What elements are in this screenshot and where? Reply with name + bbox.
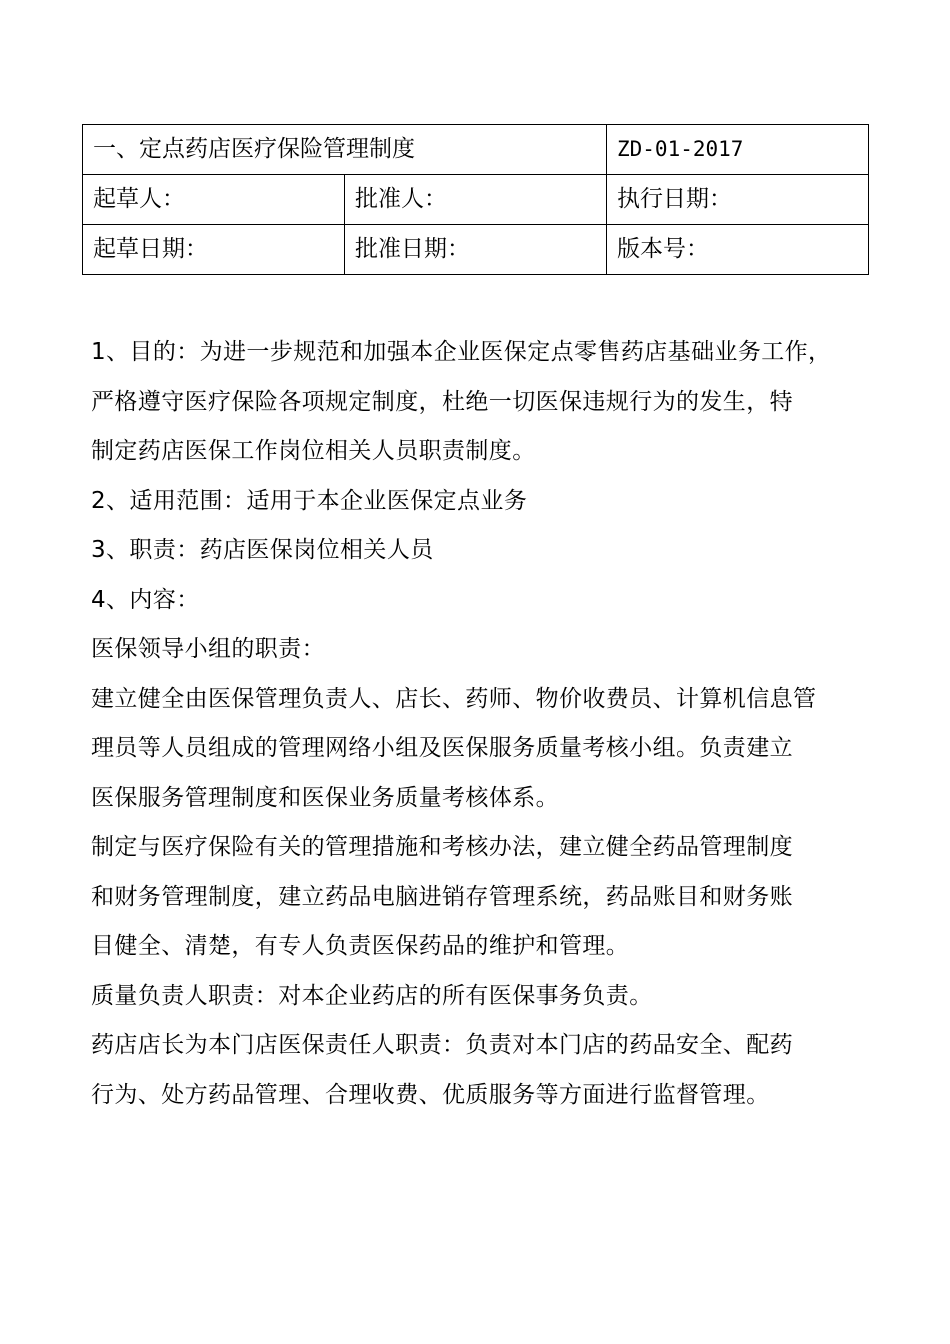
document-code: ZD-01-2017 — [607, 125, 869, 175]
header-row-title — [83, 125, 869, 175]
header-row-dates — [83, 225, 869, 275]
body-line: 4、内容： — [91, 586, 200, 613]
body-line: 医保服务管理制度和医保业务质量考核体系。 — [91, 784, 559, 811]
body-line: 制定药店医保工作岗位相关人员职责制度。 — [91, 438, 536, 464]
body-line: 医保领导小组的职责： — [91, 636, 325, 662]
approval-date-label: 批准日期： — [345, 225, 607, 275]
body-line: 药店店长为本门店医保责任人职责：负责对本门店的药品安全、配药 — [91, 1032, 793, 1058]
body-line: 质量负责人职责：对本企业药店的所有医保事务负责。 — [91, 982, 653, 1009]
body-line: 1、目的：为进一步规范和加强本企业医保定点零售药店基础业务工作， — [91, 339, 832, 365]
body-line: 行为、处方药品管理、合理收费、优质服务等方面进行监督管理。 — [91, 1081, 770, 1108]
body-line: 目健全、清楚，有专人负责医保药品的维护和管理。 — [91, 933, 630, 959]
body-line: 制定与医疗保险有关的管理措施和考核办法，建立健全药品管理制度 — [91, 834, 793, 860]
document-header-table — [82, 124, 869, 275]
body-line: 3、职责：药店医保岗位相关人员 — [91, 537, 434, 563]
body-line: 2、适用范围：适用于本企业医保定点业务 — [91, 487, 528, 514]
draft-date-label: 起草日期： — [83, 225, 345, 275]
body-line: 理员等人员组成的管理网络小组及医保服务质量考核小组。负责建立 — [91, 735, 793, 761]
document-body — [91, 328, 866, 1120]
drafter-label: 起草人： — [83, 175, 345, 225]
approver-label: 批准人： — [345, 175, 607, 225]
body-line: 严格遵守医疗保险各项规定制度，杜绝一切医保违规行为的发生，特 — [91, 388, 793, 415]
effective-date-label: 执行日期： — [607, 175, 869, 225]
body-line: 建立健全由医保管理负责人、店长、药师、物价收费员、计算机信息管 — [91, 685, 817, 712]
version-label: 版本号： — [607, 225, 869, 275]
header-row-drafter — [83, 175, 869, 225]
document-title: 一、定点药店医疗保险管理制度 — [83, 125, 607, 175]
body-line: 和财务管理制度，建立药品电脑进销存管理系统，药品账目和财务账 — [91, 883, 793, 910]
